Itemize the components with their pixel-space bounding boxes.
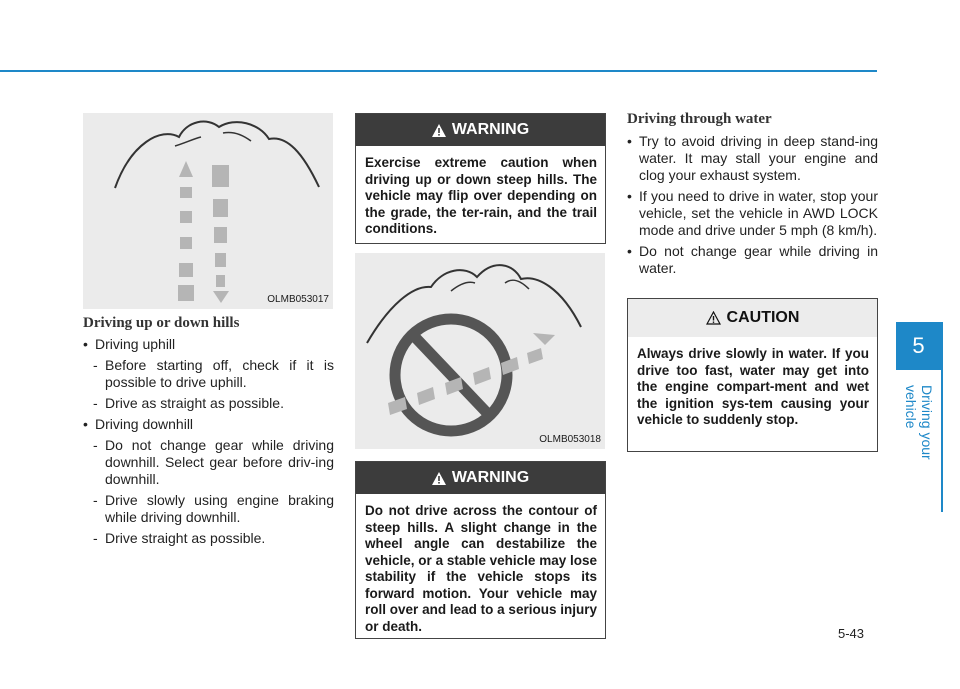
side-rule [941, 322, 943, 512]
warning-box-contour [355, 461, 606, 639]
caution-text: Always drive slowly in water. If you drive too fast, water may get into the engine compart-ment and wet the ignition sys-tem causing your vehicle to suddenly stop. [637, 346, 869, 427]
list-item: • Driving downhill [83, 416, 334, 433]
list-item: - Drive straight as possible. [83, 530, 334, 547]
list-item: • Try to avoid driving in deep stand-ing water. It may stall your engine and clog your exhaust system. [627, 133, 878, 184]
chapter-title: Driving your vehicle [903, 385, 935, 460]
list-item: • Driving uphill [83, 336, 334, 353]
warning-text: Exercise extreme caution when driving up or down steep hills. The vehicle may flip over depending on the grade, the ter-rain, and the trail conditions. [365, 155, 597, 236]
list-item: - Drive as straight as possible. [83, 395, 334, 412]
list-item: • If you need to drive in water, stop your vehicle, set the vehicle in AWD LOCK mode and drive under 5 mph (8 km/h). [627, 188, 878, 239]
caution-header [628, 299, 877, 337]
warning-box-steep-hills [355, 113, 606, 244]
water-text [627, 133, 878, 281]
top-rule [0, 70, 877, 72]
hills-heading: Driving up or down hills [83, 315, 240, 331]
warning-triangle-icon [432, 124, 446, 137]
warning-header [356, 462, 605, 494]
no-contour-illustration [355, 253, 605, 449]
list-item: - Before starting off, check if it is possible to drive uphill. [83, 357, 334, 391]
figure-code: OLMB053018 [539, 434, 601, 445]
water-heading: Driving through water [627, 111, 772, 127]
caution-box [627, 298, 878, 452]
list-item: • Do not change gear while driving in water. [627, 243, 878, 277]
chapter-tab: 5 [896, 322, 941, 370]
contour-figure [355, 253, 605, 449]
figure-code: OLMB053017 [267, 294, 329, 305]
hills-text [83, 336, 334, 551]
caution-label: CAUTION [726, 309, 800, 326]
warning-triangle-icon [432, 472, 446, 485]
warning-text: Do not drive across the contour of steep hills. A slight change in the wheel angle can destabilize the vehicle, or a stable vehicle may lose stability if the vehicle stops its forward motion. Your vehicle may roll over and lead to a serious injury or death. [365, 503, 597, 634]
warning-header [356, 114, 605, 146]
hills-illustration [83, 113, 333, 309]
list-item: - Do not change gear while driving downhill. Select gear before driv-ing downhill. [83, 437, 334, 488]
warning-label: WARNING [451, 121, 530, 138]
page-number: 5-43 [838, 626, 865, 641]
caution-triangle-icon [706, 311, 721, 325]
uphill-figure [83, 113, 333, 309]
list-item: - Drive slowly using engine braking while driving downhill. [83, 492, 334, 526]
warning-label: WARNING [451, 469, 530, 486]
